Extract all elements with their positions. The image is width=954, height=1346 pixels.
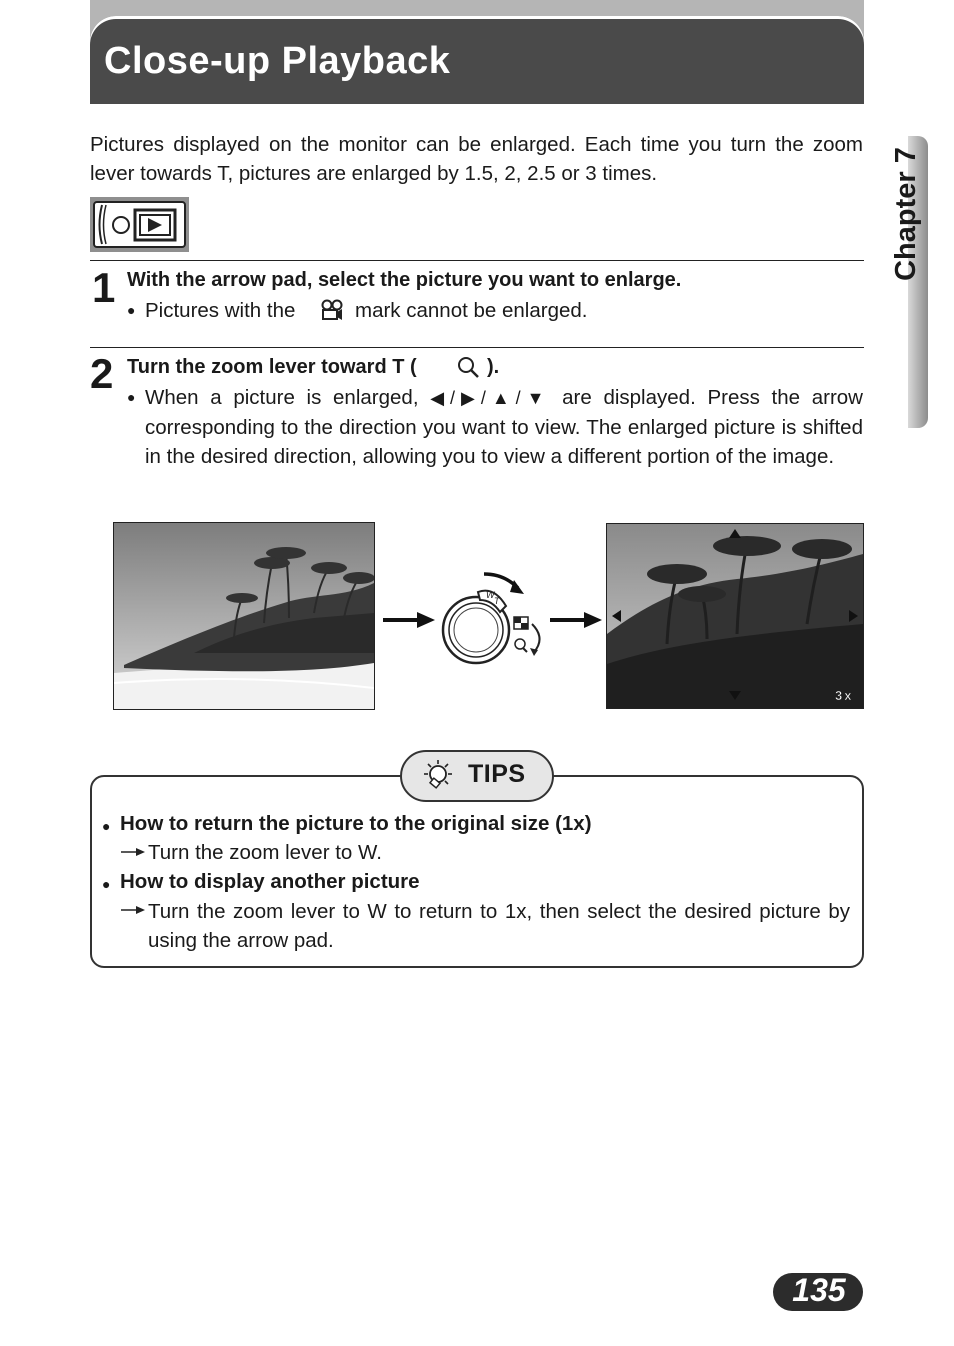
page-number: 135 <box>792 1272 846 1308</box>
chapter-label-text: Chapter 7 <box>890 147 922 281</box>
step1-bullet-after: mark cannot be enlarged. <box>355 299 588 322</box>
step2-bullet-before: When a picture is enlarged, <box>145 386 419 409</box>
arrow-right-2 <box>550 610 602 635</box>
step1-bullet-before: Pictures with the <box>145 299 296 322</box>
beach-photo-enlarged <box>606 523 864 709</box>
zoom-lever-dial <box>434 566 554 675</box>
lightbulb-icon <box>420 758 458 799</box>
arrow-symbols: ◀/▶/▲/▼ <box>430 388 551 408</box>
tip1-bullet: ● <box>102 818 111 834</box>
playback-mode-icon <box>90 197 189 252</box>
zoom-readout: 3x <box>835 688 854 703</box>
tip2-text: Turn the zoom lever to W to return to 1x, then select the desired picture by using the arrow pad. <box>148 900 850 952</box>
arrow-icon <box>120 845 146 864</box>
tip1-text: Turn the zoom lever to W. <box>148 841 382 864</box>
step1-rule <box>90 260 864 261</box>
step2-bullet-text <box>145 383 863 471</box>
dial-w-label: W <box>486 590 495 600</box>
dial-t-label: T <box>494 596 500 606</box>
tip2-bullet: ● <box>102 876 111 892</box>
step2-bullet-after: are displayed. Press the arrow corresponding to the direction you want to view. The enlarged picture is shifted in the desired direction, allowing you to view a different portion of the image. <box>145 386 863 468</box>
step2-number: 2 <box>90 350 112 397</box>
magnify-icon <box>455 355 481 384</box>
tip1-heading: How to return the picture to the original size (1x) <box>120 812 592 835</box>
step1-bullet: ● <box>127 302 136 318</box>
step1-title: With the arrow pad, select the picture you want to enlarge. <box>127 269 682 291</box>
arrow-right-1 <box>383 610 435 635</box>
step2-title-before: Turn the zoom lever toward T ( <box>127 356 417 378</box>
tips-label: TIPS <box>468 760 526 788</box>
page-title: Close-up Playback <box>104 40 451 82</box>
step1-number: 1 <box>92 264 114 311</box>
movie-icon <box>319 299 345 326</box>
intro-paragraph: Pictures displayed on the monitor can be enlarged. Each time you turn the zoom lever towards T, pictures are enlarged by 1.5, 2, 2.5 or 3 times. <box>90 133 863 185</box>
arrow-icon <box>120 903 146 922</box>
step2-rule <box>90 347 864 348</box>
step2-bullet: ● <box>127 389 136 405</box>
beach-photo-original <box>113 522 375 710</box>
tip2-heading: How to display another picture <box>120 870 420 893</box>
step2-title-after: ). <box>487 356 500 378</box>
